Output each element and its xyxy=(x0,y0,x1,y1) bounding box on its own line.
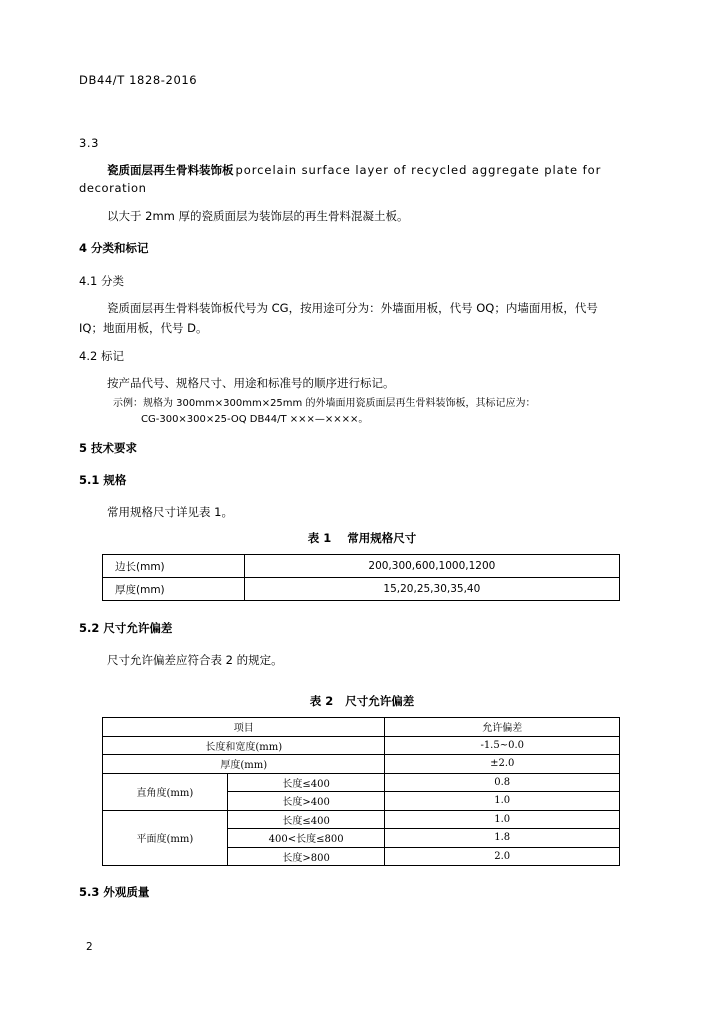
section-heading-5-2: 5.2 尺寸允许偏差 xyxy=(79,621,173,635)
classification-text-cont: IQ；地面用板，代号 D。 xyxy=(79,321,208,335)
table-cell-label: 边长(mm) xyxy=(103,555,245,578)
table-row xyxy=(103,555,620,578)
table-header-tolerance: 允许偏差 xyxy=(385,718,620,737)
section-heading-4-2: 4.2 标记 xyxy=(79,349,124,363)
table-cell-condition: 长度>400 xyxy=(227,792,385,811)
marking-text: 按产品代号、规格尺寸、用途和标准号的顺序进行标记。 xyxy=(107,376,395,390)
table-row xyxy=(103,755,620,774)
tolerance-text: 尺寸允许偏差应符合表 2 的规定。 xyxy=(107,653,283,667)
table-cell-condition: 长度≤400 xyxy=(227,810,385,829)
table-cell-group-label: 直角度(mm) xyxy=(103,773,228,810)
tolerance-table xyxy=(102,717,620,866)
table-cell-value: 1.0 xyxy=(385,810,620,829)
table-cell-condition: 长度>800 xyxy=(227,847,385,866)
table-cell-value: 0.8 xyxy=(385,773,620,792)
classification-text: 瓷质面层再生骨料装饰板代号为 CG，按用途可分为：外墙面用板，代号 OQ；内墙面用板，代号 xyxy=(107,301,598,315)
table-cell-label: 厚度(mm) xyxy=(103,755,385,774)
table-cell-group-label: 平面度(mm) xyxy=(103,810,228,866)
section-heading-4-1: 4.1 分类 xyxy=(79,274,124,288)
page-number: 2 xyxy=(86,941,93,953)
table-header-row xyxy=(103,718,620,737)
table-cell-condition: 400<长度≤800 xyxy=(227,829,385,848)
table-cell-value: -1.5~0.0 xyxy=(385,736,620,755)
section-number: 3.3 xyxy=(79,136,100,150)
table-1-title: 表 1 常用规格尺寸 xyxy=(307,531,417,545)
term-definition: 以大于 2mm 厚的瓷质面层为装饰层的再生骨料混凝土板。 xyxy=(107,209,409,223)
table-cell-value: 1.8 xyxy=(385,829,620,848)
table-cell-label: 长度和宽度(mm) xyxy=(103,736,385,755)
table-row xyxy=(103,578,620,601)
section-heading-5: 5 技术要求 xyxy=(79,441,138,455)
section-heading-5-1: 5.1 规格 xyxy=(79,473,127,487)
term-chinese: 瓷质面层再生骨料装饰板 xyxy=(107,163,234,177)
section-heading-5-3: 5.3 外观质量 xyxy=(79,885,150,899)
table-header-item: 项目 xyxy=(103,718,385,737)
table-cell-value: 2.0 xyxy=(385,847,620,866)
table-2-title: 表 2 尺寸允许偏差 xyxy=(309,694,415,708)
example-line: 示例：规格为 300mm×300mm×25mm 的外墙面用瓷质面层再生骨料装饰板，其标记应为： xyxy=(113,398,536,409)
document-code: DB44/T 1828-2016 xyxy=(79,73,198,87)
table-cell-value: 200,300,600,1000,1200 xyxy=(244,555,619,578)
term-english-cont: decoration xyxy=(79,181,147,195)
table-cell-value: 1.0 xyxy=(385,792,620,811)
table-row xyxy=(103,736,620,755)
table-row xyxy=(103,773,620,792)
section-heading-4: 4 分类和标记 xyxy=(79,241,149,255)
table-cell-label: 厚度(mm) xyxy=(103,578,245,601)
table-cell-value: ±2.0 xyxy=(385,755,620,774)
spec-table xyxy=(102,554,620,601)
spec-text: 常用规格尺寸详见表 1。 xyxy=(107,505,233,519)
table-cell-condition: 长度≤400 xyxy=(227,773,385,792)
example-marking: CG-300×300×25-OQ DB44/T ×××—××××。 xyxy=(141,414,369,425)
term-line xyxy=(107,162,601,178)
table-cell-value: 15,20,25,30,35,40 xyxy=(244,578,619,601)
term-english: porcelain surface layer of recycled aggregate plate for xyxy=(235,163,602,177)
table-row xyxy=(103,810,620,829)
